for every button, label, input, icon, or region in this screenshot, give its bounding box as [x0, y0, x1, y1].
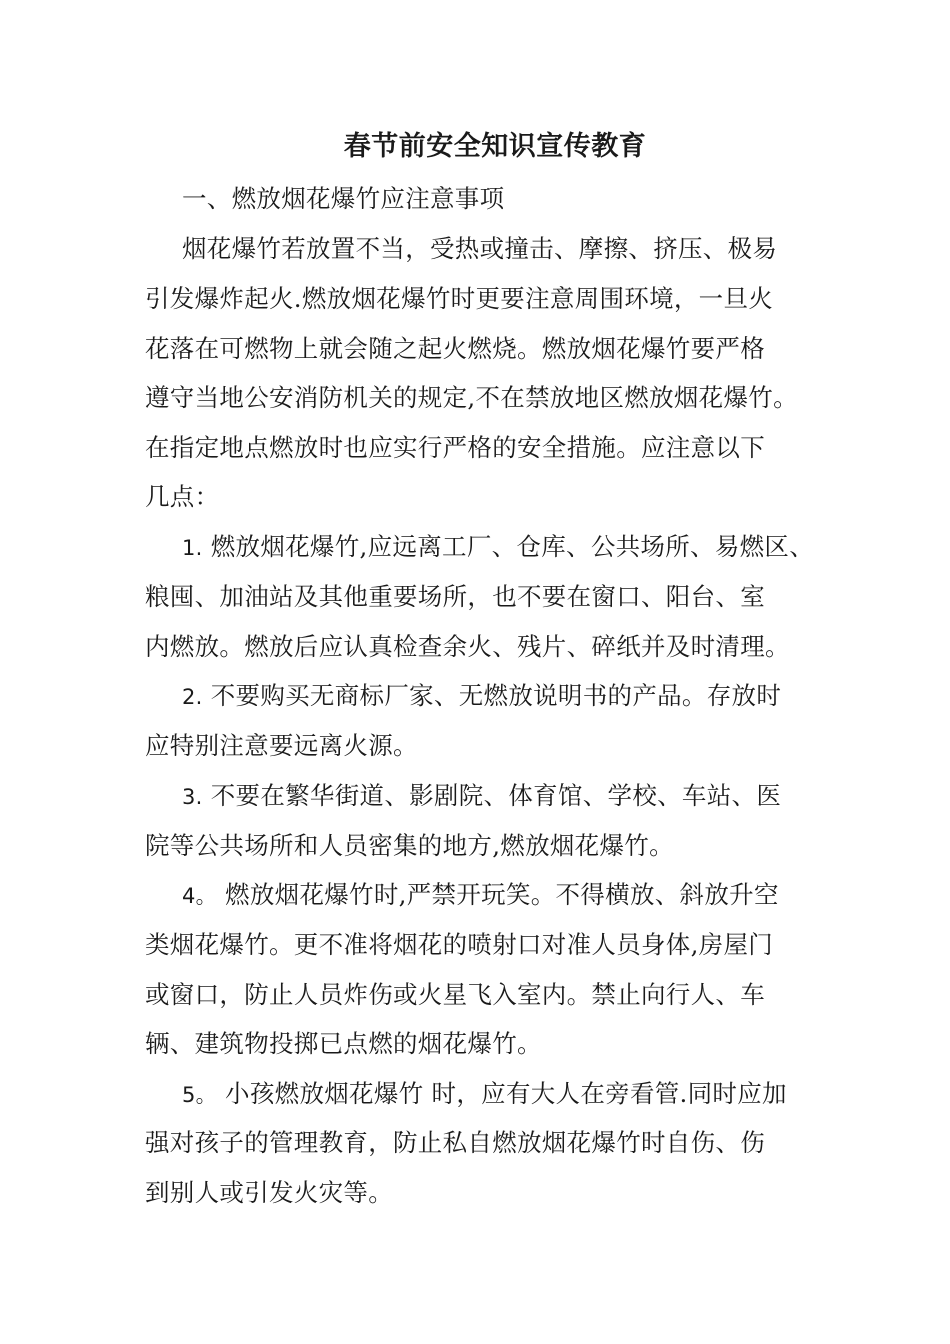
- list-item-line: 或窗口，防止人员炸伤或火星飞入室内。禁止向行人、车: [145, 980, 765, 1009]
- list-item-number: 2.: [182, 685, 203, 709]
- intro-line: 烟花爆竹若放置不当，受热或撞击、摩擦、挤压、极易: [182, 234, 778, 263]
- intro-line: 引发爆炸起火.燃放烟花爆竹时更要注意周围环境，一旦火: [145, 284, 774, 313]
- document-title: 春节前安全知识宣传教育: [343, 131, 647, 162]
- list-item-number: 1.: [182, 536, 203, 560]
- list-item-text: 小孩燃放烟花爆竹 时，应有大人在旁看管.同时应加: [216, 1079, 787, 1108]
- list-item-line: 类烟花爆竹。更不准将烟花的喷射口对准人员身体,房屋门: [145, 930, 774, 959]
- list-item-line: 内燃放。燃放后应认真检查余火、残片、碎纸并及时清理。: [145, 632, 790, 661]
- intro-line: 遵守当地公安消防机关的规定,不在禁放地区燃放烟花爆竹。: [145, 383, 798, 412]
- intro-line: 几点：: [145, 482, 220, 511]
- list-item-5-first-line: [182, 1077, 787, 1112]
- list-item-text: 燃放烟花爆竹时,严禁开玩笑。不得横放、斜放升空: [216, 880, 779, 909]
- list-item-2-first-line: [182, 679, 781, 714]
- list-item-line: 辆、建筑物投掷已点燃的烟花爆竹。: [145, 1029, 542, 1058]
- list-item-line: 院等公共场所和人员密集的地方,燃放烟花爆竹。: [145, 831, 674, 860]
- intro-line: 在指定地点燃放时也应实行严格的安全措施。应注意以下: [145, 433, 765, 462]
- list-item-text: 不要购买无商标厂家、无燃放说明书的产品。存放时: [202, 681, 782, 710]
- list-item-line: 粮囤、加油站及其他重要场所，也不要在窗口、阳台、室: [145, 582, 765, 611]
- list-item-3-first-line: [182, 779, 781, 814]
- list-item-line: 应特别注意要远离火源。: [145, 731, 418, 760]
- list-item-1-first-line: [182, 530, 814, 565]
- list-item-text: 不要在繁华街道、影剧院、体育馆、学校、车站、医: [202, 781, 782, 810]
- list-item-number: 5。: [182, 1083, 217, 1107]
- list-item-number: 3.: [182, 785, 203, 809]
- list-item-text: 燃放烟花爆竹,应远离工厂、仓库、公共场所、易燃区、: [202, 532, 815, 561]
- list-item-number: 4。: [182, 884, 217, 908]
- list-item-4-first-line: [182, 878, 779, 913]
- section-heading: 一、燃放烟花爆竹应注意事项: [182, 184, 505, 213]
- intro-line: 花落在可燃物上就会随之起火燃烧。燃放烟花爆竹要严格: [145, 334, 765, 363]
- list-item-line: 到别人或引发火灾等。: [145, 1178, 393, 1207]
- list-item-line: 强对孩子的管理教育，防止私自燃放烟花爆竹时自伤、伤: [145, 1128, 765, 1157]
